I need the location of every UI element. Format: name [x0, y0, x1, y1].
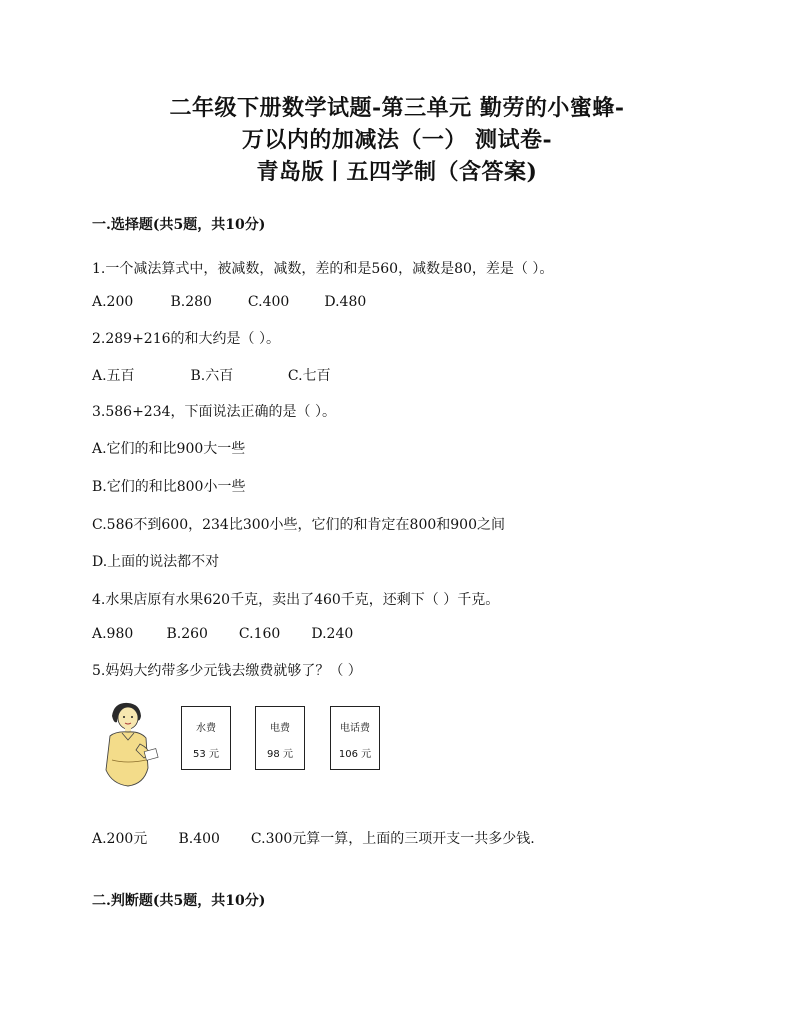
- q4-option-b: B.260: [166, 626, 208, 642]
- question-4-options: [92, 626, 353, 642]
- phone-bill-card: [330, 706, 380, 770]
- q4-option-d: D.240: [311, 626, 354, 642]
- q3-option-a: A.它们的和比900大一些: [92, 441, 246, 457]
- phone-bill-amount: 106 元: [338, 749, 372, 760]
- section-1-heading: 一.选择题(共5题，共10分): [92, 217, 266, 233]
- question-5-options: [92, 828, 535, 848]
- q5-option-c: C.300元算一算，上面的三项开支一共多少钱.: [250, 831, 535, 847]
- question-2-options: [92, 365, 331, 385]
- q2-option-c: C.七百: [287, 368, 331, 384]
- q3-option-b: B.它们的和比800小一些: [92, 479, 246, 495]
- q5-option-a: A.200元: [92, 831, 148, 847]
- title-line-2: 万以内的加减法（一） 测试卷-: [241, 127, 553, 153]
- q1-option-c: C.400: [247, 294, 290, 310]
- water-bill-card: [181, 706, 231, 770]
- question-2-stem: 2.289+216的和大约是（ ）。: [92, 331, 280, 347]
- document-title: [0, 92, 794, 188]
- q5-option-b: B.400: [178, 831, 220, 847]
- q1-option-b: B.280: [170, 294, 212, 310]
- question-1-options: [92, 294, 366, 310]
- q2-option-a: A.五百: [92, 368, 135, 384]
- q2-option-b: B.六百: [190, 368, 234, 384]
- title-line-1: 二年级下册数学试题-第三单元 勤劳的小蜜蜂-: [169, 95, 625, 121]
- water-bill-amount: 53 元: [193, 749, 219, 760]
- q3-option-d: D.上面的说法都不对: [92, 554, 220, 570]
- phone-bill-label: 电话费: [340, 723, 370, 734]
- q1-option-d: D.480: [324, 294, 367, 310]
- q1-option-a: A.200: [92, 294, 134, 310]
- electricity-bill-label: 电费: [270, 723, 290, 734]
- water-bill-label: 水费: [196, 723, 216, 734]
- electricity-bill-card: [255, 706, 305, 770]
- question-3-stem: 3.586+234，下面说法正确的是（ ）。: [92, 404, 336, 420]
- q4-option-c: C.160: [238, 626, 281, 642]
- q4-option-a: A.980: [92, 626, 134, 642]
- section-2-heading: 二.判断题(共5题，共10分): [92, 893, 266, 909]
- question-4-stem: 4.水果店原有水果620千克，卖出了460千克，还剩下（ ）千克。: [92, 592, 500, 608]
- title-line-3: 青岛版丨五四学制（含答案): [256, 159, 538, 185]
- bill-illustration: [92, 698, 412, 788]
- question-1-stem: 1.一个减法算式中，被减数，减数，差的和是560，减数是80，差是（ ）。: [92, 261, 554, 277]
- q3-option-c: C.586不到600，234比300小些，它们的和肯定在800和900之间: [92, 517, 505, 533]
- question-5-stem: 5.妈妈大约带多少元钱去缴费就够了？（ ）: [92, 663, 362, 679]
- electricity-bill-amount: 98 元: [267, 749, 293, 760]
- mother-figure-illustration: [92, 698, 162, 788]
